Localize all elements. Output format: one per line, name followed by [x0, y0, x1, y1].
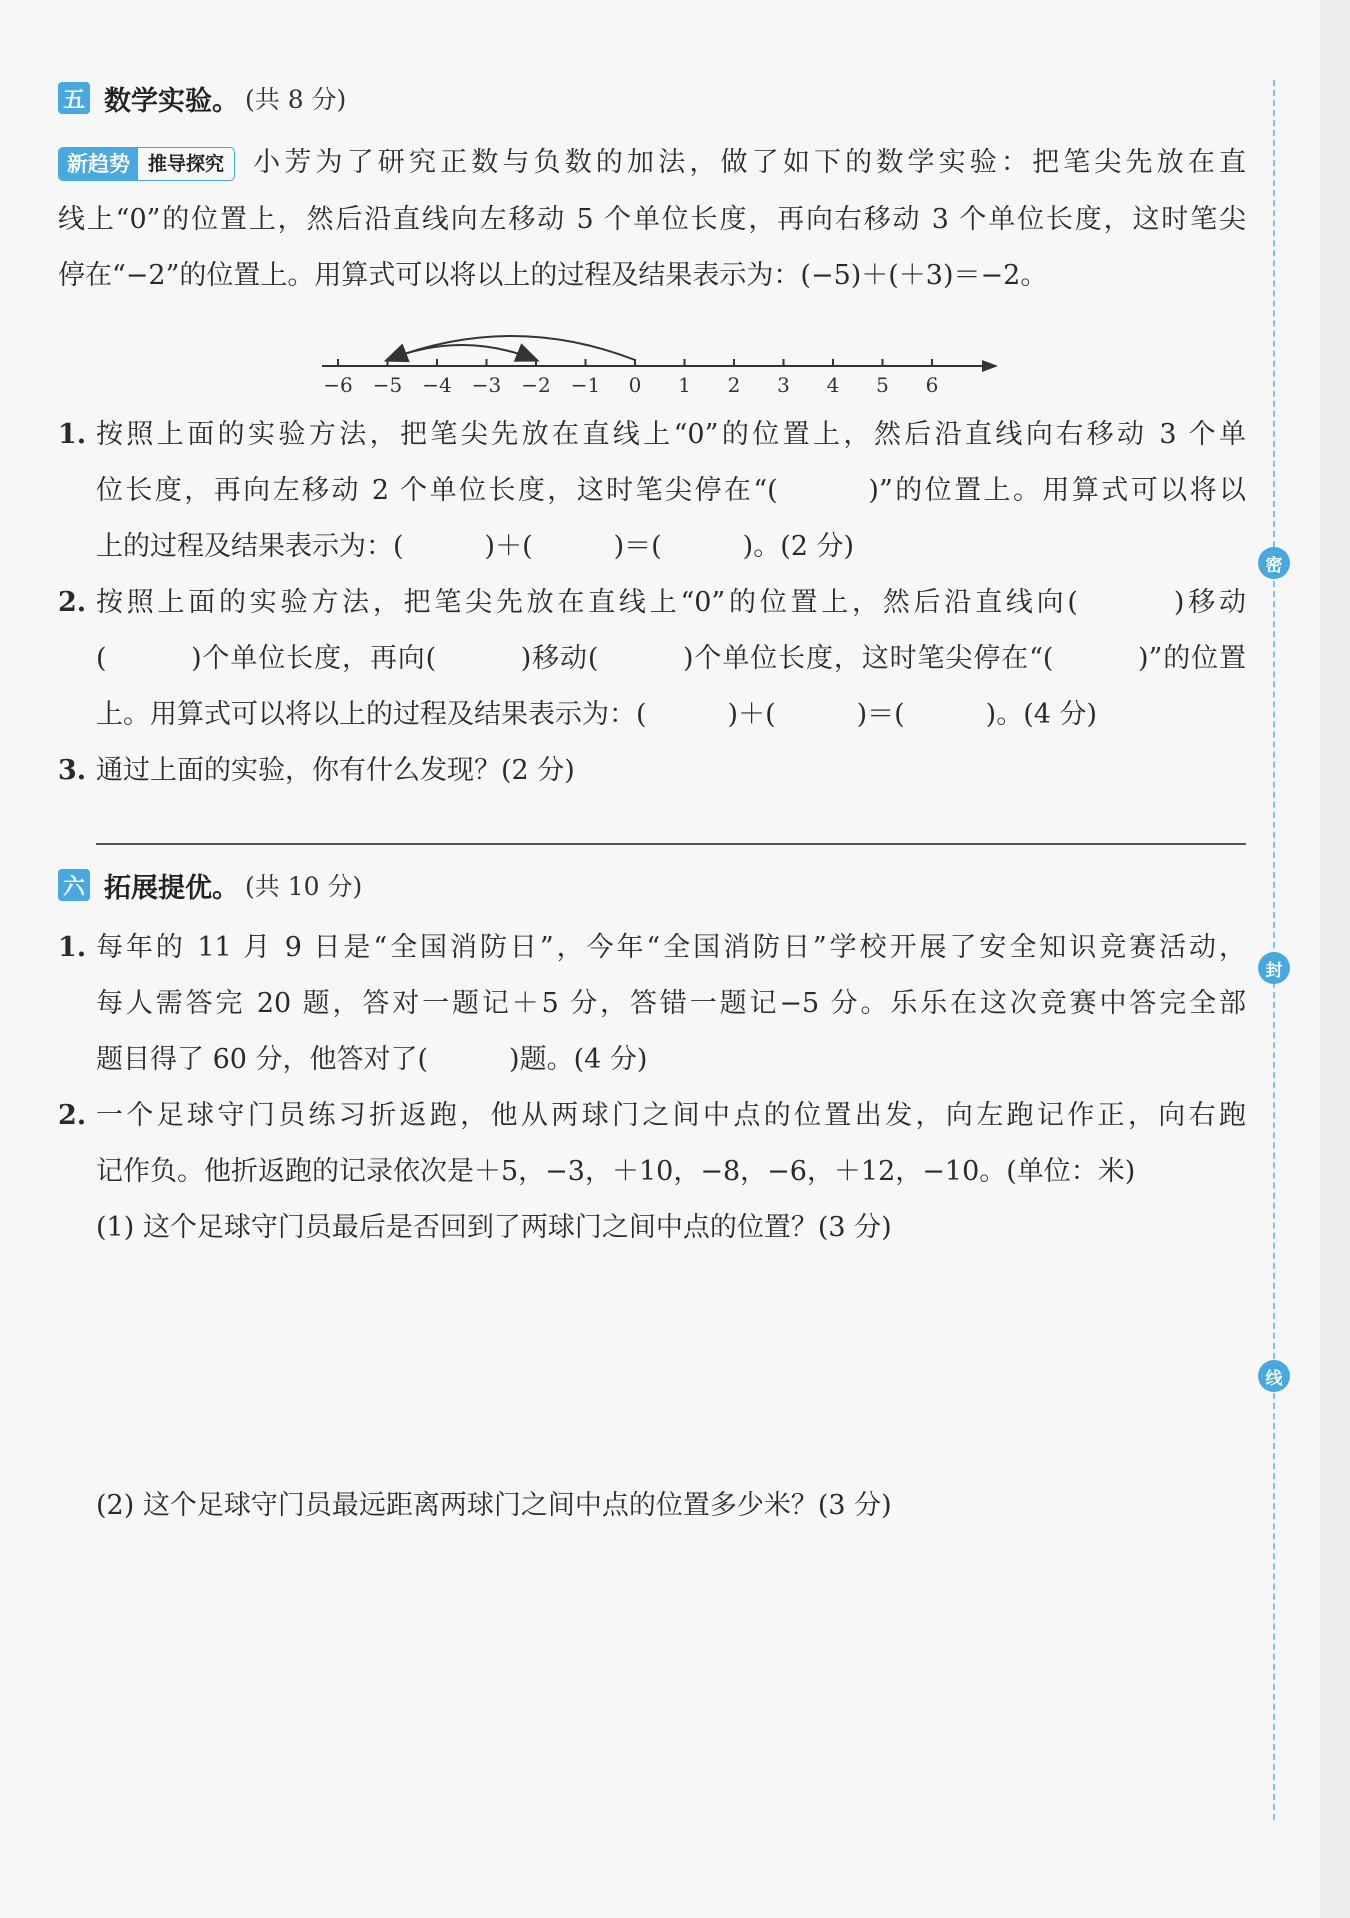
- number-line-tick-label: −4: [422, 373, 452, 397]
- section-5-title: 数学实验。: [104, 85, 239, 117]
- section-5-score: (共 8 分): [245, 85, 347, 114]
- number-line-jump-arc: [388, 345, 537, 360]
- s6-q2-sub-1: (1) 这个足球守门员最后是否回到了两球门之间中点的位置？(3 分): [96, 1212, 892, 1243]
- number-line-ticks: [323, 359, 938, 397]
- number-line-tick-label: 4: [826, 373, 840, 397]
- section-5-header: [58, 78, 346, 118]
- section-6-score: (共 10 分): [245, 872, 363, 901]
- seal-mark-feng: 封: [1258, 952, 1290, 984]
- section-5-badge: 五: [58, 82, 90, 114]
- section-6-header: [58, 865, 362, 905]
- s6-q1-line-3: 题目得了 60 分，他答对了( )题。(4 分): [96, 1044, 648, 1075]
- section-6-title: 拓展提优。: [104, 872, 239, 904]
- number-line-tick-label: 1: [678, 373, 691, 397]
- number-line-tick-label: −3: [471, 373, 502, 397]
- intro-line-1: [58, 135, 1246, 191]
- trend-tag-label: 新趋势: [59, 148, 138, 180]
- s5-q1-line-1: 按照上面的实验方法，把笔尖先放在直线上“0”的位置上，然后沿直线向右移动 3 个单: [96, 419, 1246, 450]
- number-line-tick-label: 5: [876, 373, 889, 397]
- s5-q3-number: 3.: [58, 755, 87, 786]
- seal-mark-mi: 密: [1258, 547, 1290, 579]
- explore-tag-label: 推导探究: [148, 152, 225, 175]
- s6-q2-line-2: 记作负。他折返跑的记录依次是＋5，−3，＋10，−8，−6，＋12，−10。(单位：米): [96, 1156, 1136, 1187]
- number-line-tick-label: −6: [323, 373, 353, 397]
- seal-mark-xian: 线: [1258, 1360, 1290, 1392]
- s5-q2-line-3: 上。用算式可以将以上的过程及结果表示为：( )＋( )＝( )。(4 分): [96, 699, 1098, 730]
- number-line-tick-label: 2: [727, 373, 741, 397]
- number-line-tick-label: 3: [777, 373, 790, 397]
- number-line-tick-label: −2: [521, 373, 551, 397]
- s6-q2-sub-2: (2) 这个足球守门员最远距离两球门之间中点的位置多少米？(3 分): [96, 1490, 892, 1521]
- s6-q2-number: 2.: [58, 1100, 87, 1131]
- s6-q1-line-2: 每人需答完 20 题，答对一题记＋5 分，答错一题记−5 分。乐乐在这次竞赛中答完全部: [96, 988, 1246, 1019]
- s5-q2-line-2: ( )个单位长度，再向( )移动( )个单位长度，这时笔尖停在“( )”的位置: [96, 643, 1246, 674]
- s6-q1-number: 1.: [58, 932, 87, 963]
- number-line-tick-label: 0: [628, 373, 642, 397]
- intro-line-3: 停在“−2”的位置上。用算式可以将以上的过程及结果表示为：(−5)＋(＋3)＝−2。: [58, 260, 1048, 291]
- binding-dashed-line: [1273, 80, 1275, 1820]
- section-divider: [96, 843, 1246, 845]
- number-line-tick-label: −5: [372, 373, 403, 397]
- intro-line-2: 线上“0”的位置上，然后沿直线向左移动 5 个单位长度，再向右移动 3 个单位长度，这时笔尖: [58, 204, 1246, 235]
- s6-q2-line-1: 一个足球守门员练习折返跑，他从两球门之间中点的位置出发，向左跑记作正，向右跑: [96, 1100, 1246, 1131]
- number-line-tick-label: −1: [570, 373, 601, 397]
- number-line-tick-label: 6: [925, 373, 939, 397]
- s5-q1-number: 1.: [58, 419, 87, 450]
- s5-q3-line-1: 通过上面的实验，你有什么发现？(2 分): [96, 755, 575, 786]
- number-line-jumps: [388, 336, 636, 360]
- intro-text-1: 小芳为了研究正数与负数的加法，做了如下的数学实验：把笔尖先放在直: [249, 147, 1246, 178]
- number-line-arrow-icon: [982, 360, 998, 372]
- section-6-badge: 六: [58, 869, 90, 901]
- trend-tag: [58, 147, 235, 181]
- page-edge-shade: [1320, 0, 1350, 1918]
- s5-q2-line-1: 按照上面的实验方法，把笔尖先放在直线上“0”的位置上，然后沿直线向( )移动: [96, 587, 1246, 618]
- s5-q1-line-2: 位长度，再向左移动 2 个单位长度，这时笔尖停在“( )”的位置上。用算式可以将以: [96, 475, 1246, 506]
- s5-q1-line-3: 上的过程及结果表示为：( )＋( )＝( )。(2 分): [96, 531, 855, 562]
- s6-q1-line-1: 每年的 11 月 9 日是“全国消防日”，今年“全国消防日”学校开展了安全知识竞赛活动，: [96, 932, 1246, 963]
- s5-q2-number: 2.: [58, 587, 87, 618]
- number-line-diagram: [310, 308, 1010, 398]
